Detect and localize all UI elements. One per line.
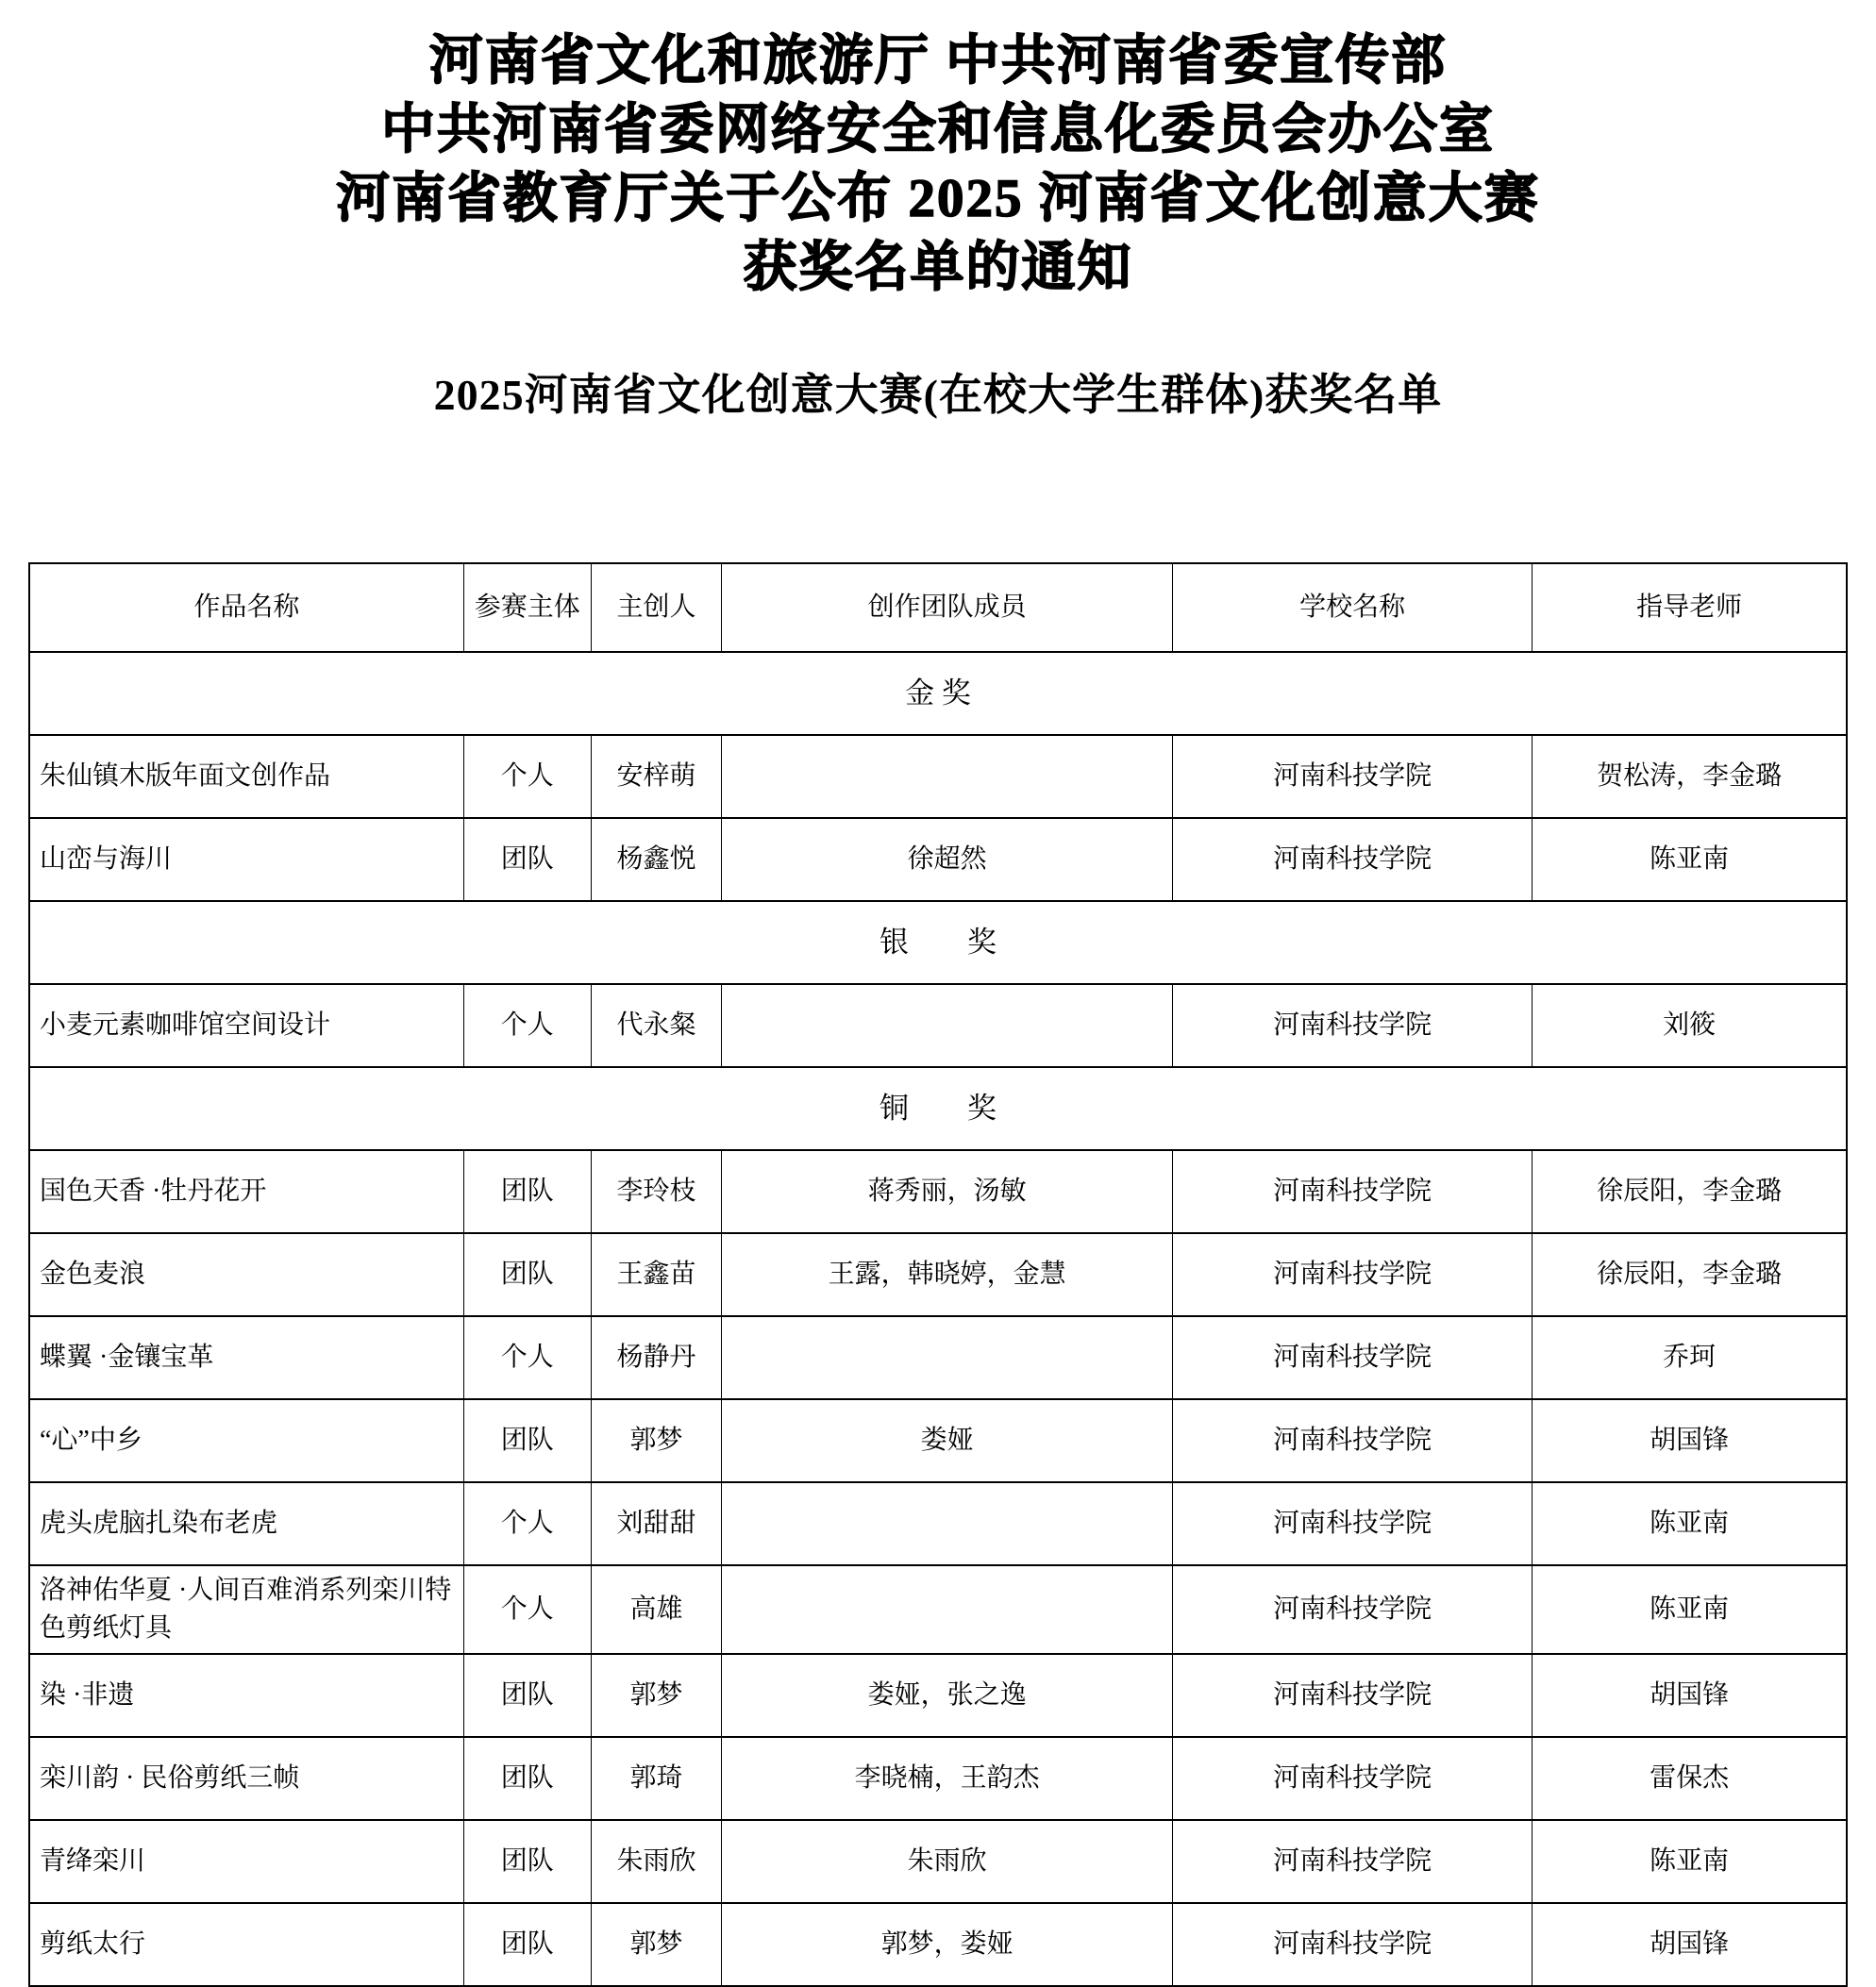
entity-cell: 个人 bbox=[463, 1565, 591, 1654]
work-cell: 山峦与海川 bbox=[29, 818, 463, 901]
entity-cell: 团队 bbox=[463, 1903, 591, 1986]
team-cell bbox=[722, 984, 1173, 1067]
creator-cell: 代永粲 bbox=[591, 984, 722, 1067]
award-section-row bbox=[29, 1067, 1847, 1150]
work-cell: 染 ·非遗 bbox=[29, 1654, 463, 1737]
creator-cell: 安梓萌 bbox=[591, 735, 722, 818]
award-section-label: 银 奖 bbox=[29, 901, 1847, 984]
work-cell: 金色麦浪 bbox=[29, 1233, 463, 1316]
column-header-5: 指导老师 bbox=[1533, 563, 1847, 652]
school-cell: 河南科技学院 bbox=[1172, 1565, 1532, 1654]
school-cell: 河南科技学院 bbox=[1172, 1737, 1532, 1820]
creator-cell: 杨鑫悦 bbox=[591, 818, 722, 901]
team-cell: 娄娅 bbox=[722, 1399, 1173, 1482]
creator-cell: 郭梦 bbox=[591, 1903, 722, 1986]
table-row bbox=[29, 1316, 1847, 1399]
creator-cell: 郭琦 bbox=[591, 1737, 722, 1820]
school-cell: 河南科技学院 bbox=[1172, 984, 1532, 1067]
document-title-line-3: 河南省教育厅关于公布 2025 河南省文化创意大赛 bbox=[336, 169, 1540, 228]
teacher-cell: 贺松涛，李金璐 bbox=[1533, 735, 1847, 818]
school-cell: 河南科技学院 bbox=[1172, 1233, 1532, 1316]
awards-table-body bbox=[29, 652, 1847, 1986]
team-cell bbox=[722, 1316, 1173, 1399]
teacher-cell: 胡国锋 bbox=[1533, 1399, 1847, 1482]
table-row bbox=[29, 1820, 1847, 1903]
work-cell: 剪纸太行 bbox=[29, 1903, 463, 1986]
entity-cell: 个人 bbox=[463, 735, 591, 818]
entity-cell: 团队 bbox=[463, 1820, 591, 1903]
award-section-label: 铜 奖 bbox=[29, 1067, 1847, 1150]
column-header-3: 创作团队成员 bbox=[722, 563, 1173, 652]
entity-cell: 个人 bbox=[463, 1482, 591, 1565]
school-cell: 河南科技学院 bbox=[1172, 1820, 1532, 1903]
entity-cell: 个人 bbox=[463, 1316, 591, 1399]
teacher-cell: 雷保杰 bbox=[1533, 1737, 1847, 1820]
entity-cell: 团队 bbox=[463, 1150, 591, 1233]
teacher-cell: 徐辰阳，李金璐 bbox=[1533, 1150, 1847, 1233]
teacher-cell: 刘筱 bbox=[1533, 984, 1847, 1067]
teacher-cell: 陈亚南 bbox=[1533, 1820, 1847, 1903]
awards-table-wrap bbox=[0, 562, 1876, 1987]
team-cell bbox=[722, 1482, 1173, 1565]
work-cell: 小麦元素咖啡馆空间设计 bbox=[29, 984, 463, 1067]
award-section-label: 金 奖 bbox=[29, 652, 1847, 735]
teacher-cell: 徐辰阳，李金璐 bbox=[1533, 1233, 1847, 1316]
creator-cell: 郭梦 bbox=[591, 1399, 722, 1482]
column-header-0: 作品名称 bbox=[29, 563, 463, 652]
awards-table bbox=[28, 562, 1848, 1987]
teacher-cell: 陈亚南 bbox=[1533, 1482, 1847, 1565]
creator-cell: 杨静丹 bbox=[591, 1316, 722, 1399]
school-cell: 河南科技学院 bbox=[1172, 1903, 1532, 1986]
team-cell: 王露，韩晓婷，金慧 bbox=[722, 1233, 1173, 1316]
table-row bbox=[29, 984, 1847, 1067]
table-row bbox=[29, 1233, 1847, 1316]
teacher-cell: 陈亚南 bbox=[1533, 1565, 1847, 1654]
entity-cell: 团队 bbox=[463, 1737, 591, 1820]
work-cell: 蝶翼 ·金镶宝革 bbox=[29, 1316, 463, 1399]
table-row bbox=[29, 1399, 1847, 1482]
table-row bbox=[29, 1482, 1847, 1565]
school-cell: 河南科技学院 bbox=[1172, 818, 1532, 901]
work-cell: 洛神佑华夏 ·人间百难消系列栾川特色剪纸灯具 bbox=[29, 1565, 463, 1654]
team-cell bbox=[722, 1565, 1173, 1654]
entity-cell: 团队 bbox=[463, 818, 591, 901]
work-cell: 栾川韵 · 民俗剪纸三帧 bbox=[29, 1737, 463, 1820]
teacher-cell: 胡国锋 bbox=[1533, 1654, 1847, 1737]
entity-cell: 团队 bbox=[463, 1233, 591, 1316]
school-cell: 河南科技学院 bbox=[1172, 1399, 1532, 1482]
work-cell: “心”中乡 bbox=[29, 1399, 463, 1482]
school-cell: 河南科技学院 bbox=[1172, 1654, 1532, 1737]
team-cell: 徐超然 bbox=[722, 818, 1173, 901]
table-row bbox=[29, 1565, 1847, 1654]
table-header-row bbox=[29, 563, 1847, 652]
work-cell: 国色天香 ·牡丹花开 bbox=[29, 1150, 463, 1233]
table-row bbox=[29, 735, 1847, 818]
table-row bbox=[29, 818, 1847, 901]
school-cell: 河南科技学院 bbox=[1172, 1482, 1532, 1565]
award-section-row bbox=[29, 652, 1847, 735]
teacher-cell: 陈亚南 bbox=[1533, 818, 1847, 901]
award-section-row bbox=[29, 901, 1847, 984]
column-header-1: 参赛主体 bbox=[463, 563, 591, 652]
entity-cell: 个人 bbox=[463, 984, 591, 1067]
table-row bbox=[29, 1654, 1847, 1737]
award-list-title: 2025河南省文化创意大赛(在校大学生群体)获奖名单 bbox=[433, 371, 1443, 419]
table-row bbox=[29, 1903, 1847, 1986]
creator-cell: 郭梦 bbox=[591, 1654, 722, 1737]
work-cell: 青绛栾川 bbox=[29, 1820, 463, 1903]
school-cell: 河南科技学院 bbox=[1172, 735, 1532, 818]
work-cell: 虎头虎脑扎染布老虎 bbox=[29, 1482, 463, 1565]
creator-cell: 高雄 bbox=[591, 1565, 722, 1654]
school-cell: 河南科技学院 bbox=[1172, 1316, 1532, 1399]
creator-cell: 朱雨欣 bbox=[591, 1820, 722, 1903]
teacher-cell: 乔珂 bbox=[1533, 1316, 1847, 1399]
team-cell: 李晓楠，王韵杰 bbox=[722, 1737, 1173, 1820]
school-cell: 河南科技学院 bbox=[1172, 1150, 1532, 1233]
document-title-line-2: 中共河南省委网络安全和信息化委员会办公室 bbox=[381, 100, 1495, 159]
team-cell: 郭梦，娄娅 bbox=[722, 1903, 1173, 1986]
entity-cell: 团队 bbox=[463, 1654, 591, 1737]
column-header-4: 学校名称 bbox=[1172, 563, 1532, 652]
creator-cell: 刘甜甜 bbox=[591, 1482, 722, 1565]
creator-cell: 李玲枝 bbox=[591, 1150, 722, 1233]
document-title-line-1: 河南省文化和旅游厅 中共河南省委宣传部 bbox=[428, 31, 1448, 91]
entity-cell: 团队 bbox=[463, 1399, 591, 1482]
document-title-line-4: 获奖名单的通知 bbox=[743, 238, 1133, 297]
team-cell: 蒋秀丽，汤敏 bbox=[722, 1150, 1173, 1233]
table-row bbox=[29, 1150, 1847, 1233]
teacher-cell: 胡国锋 bbox=[1533, 1903, 1847, 1986]
creator-cell: 王鑫苗 bbox=[591, 1233, 722, 1316]
column-header-2: 主创人 bbox=[591, 563, 722, 652]
team-cell: 朱雨欣 bbox=[722, 1820, 1173, 1903]
work-cell: 朱仙镇木版年面文创作品 bbox=[29, 735, 463, 818]
document-title bbox=[0, 26, 1876, 302]
table-row bbox=[29, 1737, 1847, 1820]
team-cell: 娄娅，张之逸 bbox=[722, 1654, 1173, 1737]
team-cell bbox=[722, 735, 1173, 818]
